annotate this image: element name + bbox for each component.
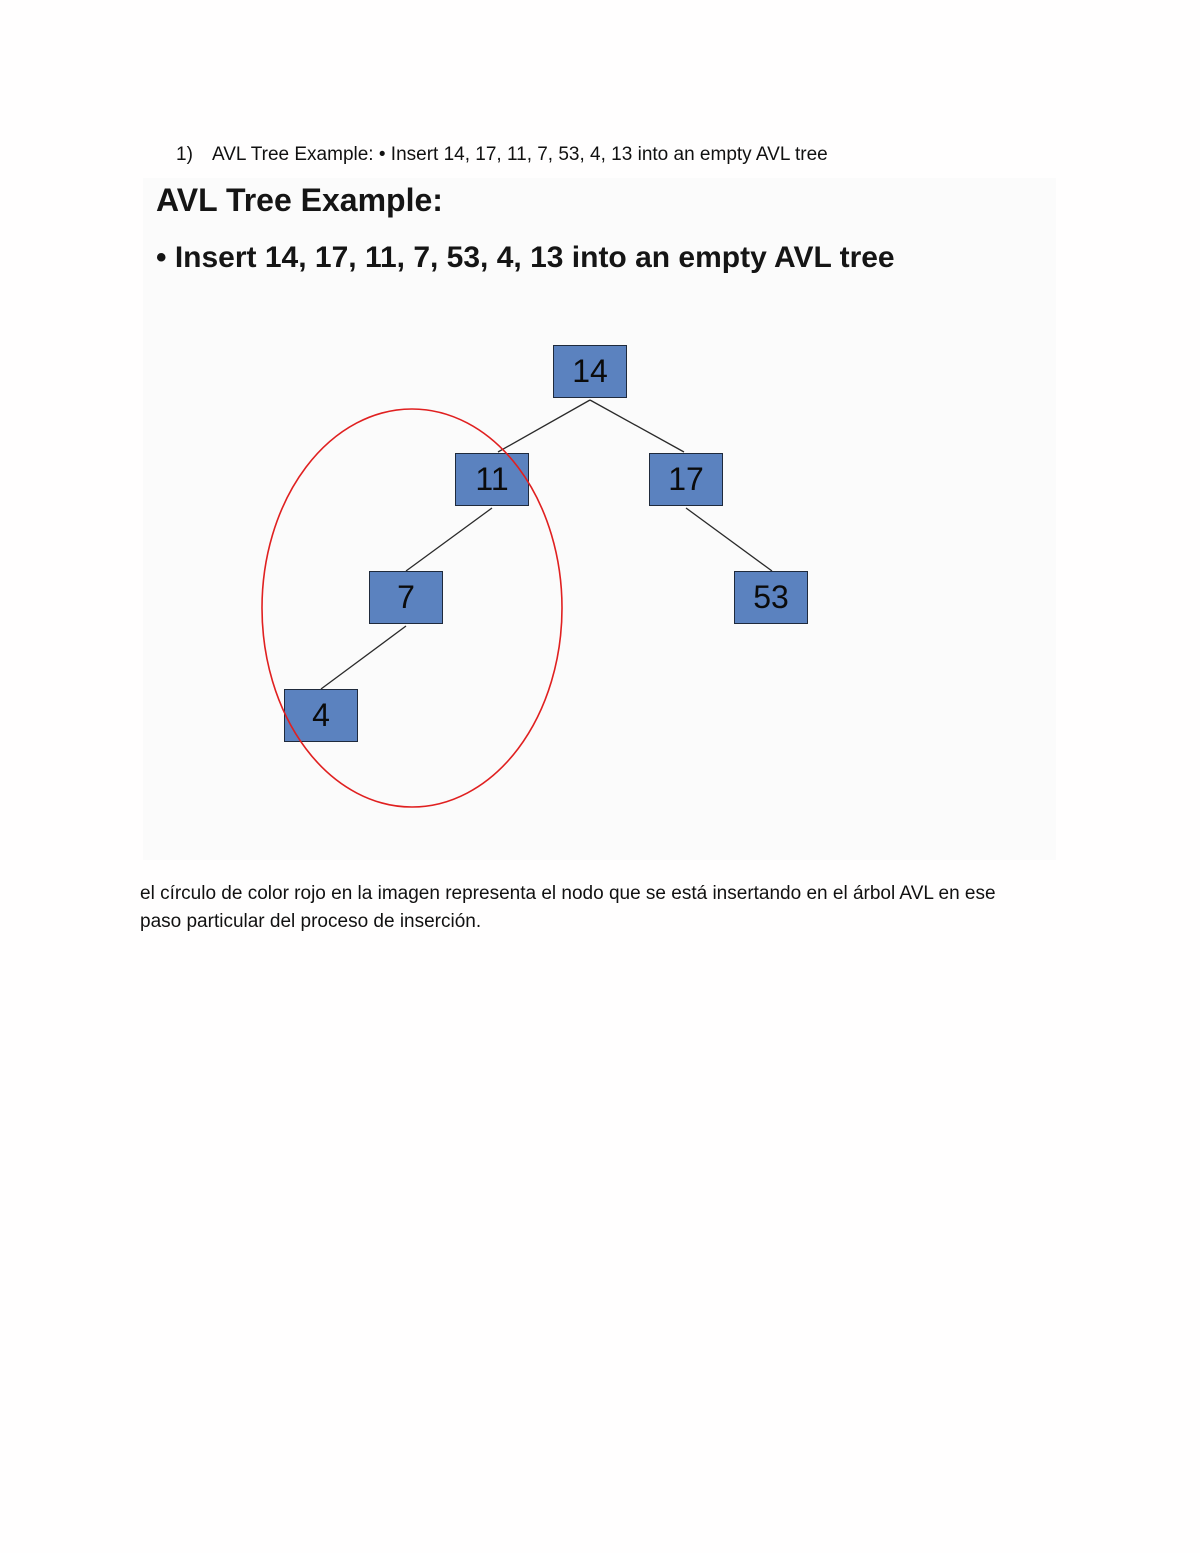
caption-paragraph (140, 880, 1040, 936)
tree-node-4: 4 (284, 689, 358, 742)
highlight-overlay (143, 178, 1056, 860)
list-item (176, 143, 828, 167)
red-highlight-circle (262, 409, 562, 807)
list-text: AVL Tree Example: • Insert 14, 17, 11, 7, 53, 4, 13 into an empty AVL tree (212, 144, 828, 165)
tree-node-7: 7 (369, 571, 443, 624)
tree-node-17: 17 (649, 453, 723, 506)
caption-line-2: paso particular del proceso de inserción. (140, 911, 482, 932)
tree-node-11: 11 (455, 453, 529, 506)
tree-node-14: 14 (553, 345, 627, 398)
avl-tree-figure (143, 178, 1056, 860)
list-number: 1) (176, 144, 193, 165)
caption-line-1: el círculo de color rojo en la imagen representa el nodo que se está insertando en el árbol AVL en ese (140, 883, 996, 904)
tree-node-53: 53 (734, 571, 808, 624)
figure-subtitle: • Insert 14, 17, 11, 7, 53, 4, 13 into an empty AVL tree (156, 241, 895, 274)
figure-title: AVL Tree Example: (156, 182, 443, 218)
